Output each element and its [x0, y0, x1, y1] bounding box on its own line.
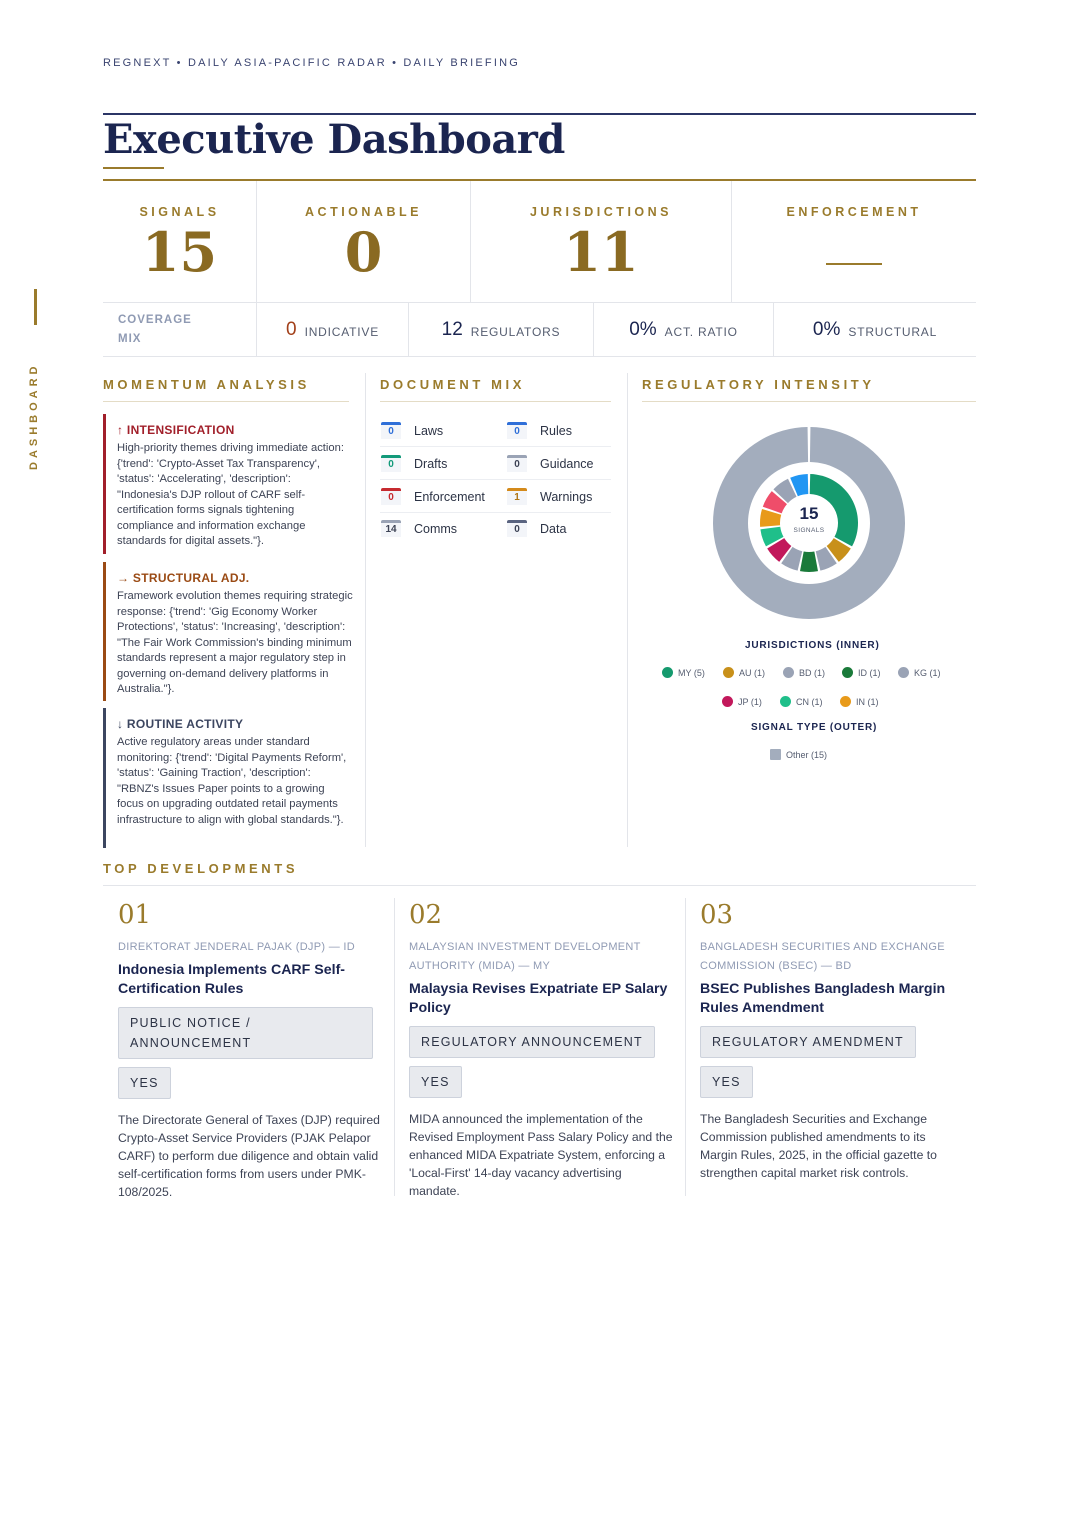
development-summary: MIDA announced the implementation of the Revised Employment Pass Salary Policy and the enhanced MIDA Expatriate System, enforcing a 'Local-First' 14-day vacancy advertising mandate. [409, 1112, 673, 1198]
document-mix-heading: DOCUMENT MIX [380, 377, 526, 392]
coverage-label: REGULATORS [470, 324, 561, 339]
momentum-structural [103, 562, 353, 701]
legend-item: BD (1) [783, 667, 825, 678]
title-rule-top [103, 113, 976, 115]
kpi-label: JURISDICTIONS [529, 205, 673, 219]
doc-item-drafts [381, 448, 447, 480]
kpi-enforcement [732, 181, 976, 302]
development-source: BANGLADESH SECURITIES AND EXCHANGE COMMISSION (BSEC) — BD [700, 941, 945, 972]
doc-type-label: Guidance [540, 457, 594, 471]
development-source: DIREKTORAT JENDERAL PAJAK (DJP) — ID [118, 941, 355, 953]
document-mix-rule [380, 401, 611, 402]
development-card[interactable] [700, 900, 966, 1182]
doc-separator [380, 446, 611, 447]
doc-count-badge: 0 [507, 423, 527, 439]
legend-item: Other (15) [770, 749, 827, 760]
coverage-label: INDICATIVE [304, 324, 380, 339]
development-number: 02 [409, 900, 443, 930]
development-summary: The Bangladesh Securities and Exchange Commission published amendments to its Margin Rules, 2025, in the official gazette to strengthen capital market risk controls. [700, 1112, 937, 1180]
doc-count-badge: 0 [381, 489, 401, 505]
top-developments-heading: TOP DEVELOPMENTS [103, 861, 299, 876]
kpi-value: 11 [563, 220, 639, 284]
development-title[interactable]: Malaysia Revises Expatriate EP Salary Policy [409, 981, 668, 1016]
coverage-head [103, 303, 257, 356]
doc-type-label: Drafts [414, 457, 448, 471]
donut-center-label: SIGNALS [793, 527, 825, 534]
development-title[interactable]: BSEC Publishes Bangladesh Margin Rules Amendment [700, 981, 946, 1016]
coverage-act-ratio [594, 303, 774, 356]
intensity-rule [642, 401, 976, 402]
column-divider [365, 373, 366, 847]
doc-item-laws [381, 415, 443, 447]
document-type-tag: REGULATORY AMENDMENT [700, 1026, 916, 1058]
donut-center-value: 15 [799, 504, 819, 523]
legend-inner-title: JURISDICTIONS (INNER) [745, 640, 880, 651]
breadcrumb: REGNEXT • DAILY ASIA-PACIFIC RADAR • DAILY BRIEFING [103, 57, 520, 69]
development-title[interactable]: Indonesia Implements CARF Self-Certification Rules [118, 962, 346, 997]
title-accent [103, 167, 164, 169]
legend-item: CN (1) [780, 696, 823, 707]
legend-item: JP (1) [722, 696, 762, 707]
column-divider [627, 373, 628, 847]
doc-type-label: Enforcement [414, 490, 485, 504]
doc-type-label: Laws [414, 424, 444, 438]
momentum-heading: MOMENTUM ANALYSIS [103, 377, 310, 392]
development-number: 03 [700, 900, 734, 930]
document-type-tag: PUBLIC NOTICE / ANNOUNCEMENT [118, 1007, 373, 1059]
momentum-routine [103, 708, 353, 848]
legend-item: ID (1) [842, 667, 881, 678]
momentum-intensification [103, 414, 353, 554]
doc-item-guidance [507, 448, 594, 480]
momentum-text: Framework evolution themes requiring strategic response: {'trend': 'Gig Economy Worker Protections', 'status': 'Increasing', 'description': "The Fair Work Commission's binding minimum standards represent a major regulatory step in governing on-demand delivery platforms in Australia."}. [117, 590, 353, 695]
doc-count-badge: 14 [381, 521, 401, 537]
top-developments-rule [103, 885, 976, 886]
development-summary: The Directorate General of Taxes (DJP) required Crypto-Asset Service Providers (PJAK Pelapor CARF) to perform due diligence and obtain valid self-certification forms from users under PMK-108/2025. [118, 1113, 380, 1199]
column-divider [394, 898, 395, 1196]
kpi-value: 15 [141, 220, 218, 284]
development-card[interactable] [409, 900, 675, 1200]
coverage-value: 12 [441, 318, 463, 340]
coverage-value: 0% [812, 318, 841, 340]
doc-item-rules [507, 415, 572, 447]
side-accent-bar [34, 289, 37, 325]
doc-item-enforcement [381, 481, 485, 513]
legend-item: IN (1) [840, 696, 879, 707]
doc-count-badge: 0 [381, 423, 401, 439]
kpi-label: ENFORCEMENT [786, 205, 922, 219]
doc-count-badge: 0 [507, 521, 527, 537]
coverage-value: 0 [285, 318, 297, 340]
doc-type-label: Data [540, 522, 567, 536]
inner-slice-id [800, 552, 818, 572]
momentum-title: ↓ ROUTINE ACTIVITY [117, 717, 244, 731]
doc-count-badge: 0 [507, 456, 527, 472]
momentum-title: ↑ INTENSIFICATION [117, 423, 235, 437]
kpi-value: 0 [344, 220, 383, 284]
kpi-empty-dash [826, 263, 882, 265]
doc-count-badge: 1 [507, 489, 527, 505]
momentum-text: High-priority themes driving immediate action: {'trend': 'Crypto-Asset Tax Transparency', 'status': 'Accelerating', 'description': "Indonesia's DJP rollout of CARF self-certification forms signals tightening compliance and information exchange standards for digital assets."}. [117, 442, 344, 547]
momentum-title: → STRUCTURAL ADJ. [117, 571, 250, 585]
kpi-jurisdictions [471, 181, 732, 302]
doc-item-comms [381, 513, 457, 545]
intensity-heading: REGULATORY INTENSITY [642, 377, 875, 392]
doc-item-warnings [507, 481, 592, 513]
development-number: 01 [118, 900, 152, 930]
coverage-row [103, 303, 976, 357]
coverage-label: STRUCTURAL [848, 324, 938, 339]
outer-slice-other [713, 427, 905, 619]
momentum-bar [103, 562, 106, 701]
document-type-tag: REGULATORY ANNOUNCEMENT [409, 1026, 655, 1058]
side-tab-label: DASHBOARD [28, 362, 40, 470]
page-title: Executive Dashboard [103, 116, 565, 163]
development-source: MALAYSIAN INVESTMENT DEVELOPMENT AUTHORITY (MIDA) — MY [409, 941, 641, 972]
doc-type-label: Warnings [540, 490, 593, 504]
legend-item: KG (1) [898, 667, 941, 678]
doc-type-label: Rules [540, 424, 572, 438]
doc-count-badge: 0 [381, 456, 401, 472]
column-divider [685, 898, 686, 1196]
kpi-label: ACTIONABLE [305, 205, 422, 219]
doc-item-data [507, 513, 566, 545]
legend-outer-title: SIGNAL TYPE (OUTER) [751, 722, 878, 733]
kpi-label: SIGNALS [139, 205, 220, 219]
doc-separator [380, 479, 611, 480]
coverage-indicative [257, 303, 409, 356]
legend-item: MY (5) [662, 667, 705, 678]
coverage-structural [774, 303, 976, 356]
doc-type-label: Comms [414, 522, 458, 536]
coverage-value: 0% [629, 318, 657, 340]
kpi-actionable [257, 181, 471, 302]
coverage-head-label: COVERAGE MIX [118, 313, 192, 345]
actionable-tag: YES [409, 1066, 462, 1098]
momentum-text: Active regulatory areas under standard monitoring: {'trend': 'Digital Payments Reform', 'status': 'Gaining Traction', 'description': "RBNZ's Issues Paper points to a growing focus on upgrading outdated retail payments infrastructure to align with global standards."}. [117, 736, 347, 826]
actionable-tag: YES [118, 1067, 171, 1099]
kpi-row [103, 181, 976, 303]
coverage-label: ACT. RATIO [664, 324, 738, 339]
momentum-rule [103, 401, 349, 402]
actionable-tag: YES [700, 1066, 753, 1098]
legend-item: AU (1) [723, 667, 765, 678]
development-card[interactable] [118, 900, 384, 1201]
momentum-bar [103, 414, 106, 554]
coverage-regulators [409, 303, 594, 356]
momentum-bar [103, 708, 106, 848]
regulatory-intensity-donut [709, 423, 909, 623]
kpi-signals [103, 181, 257, 302]
